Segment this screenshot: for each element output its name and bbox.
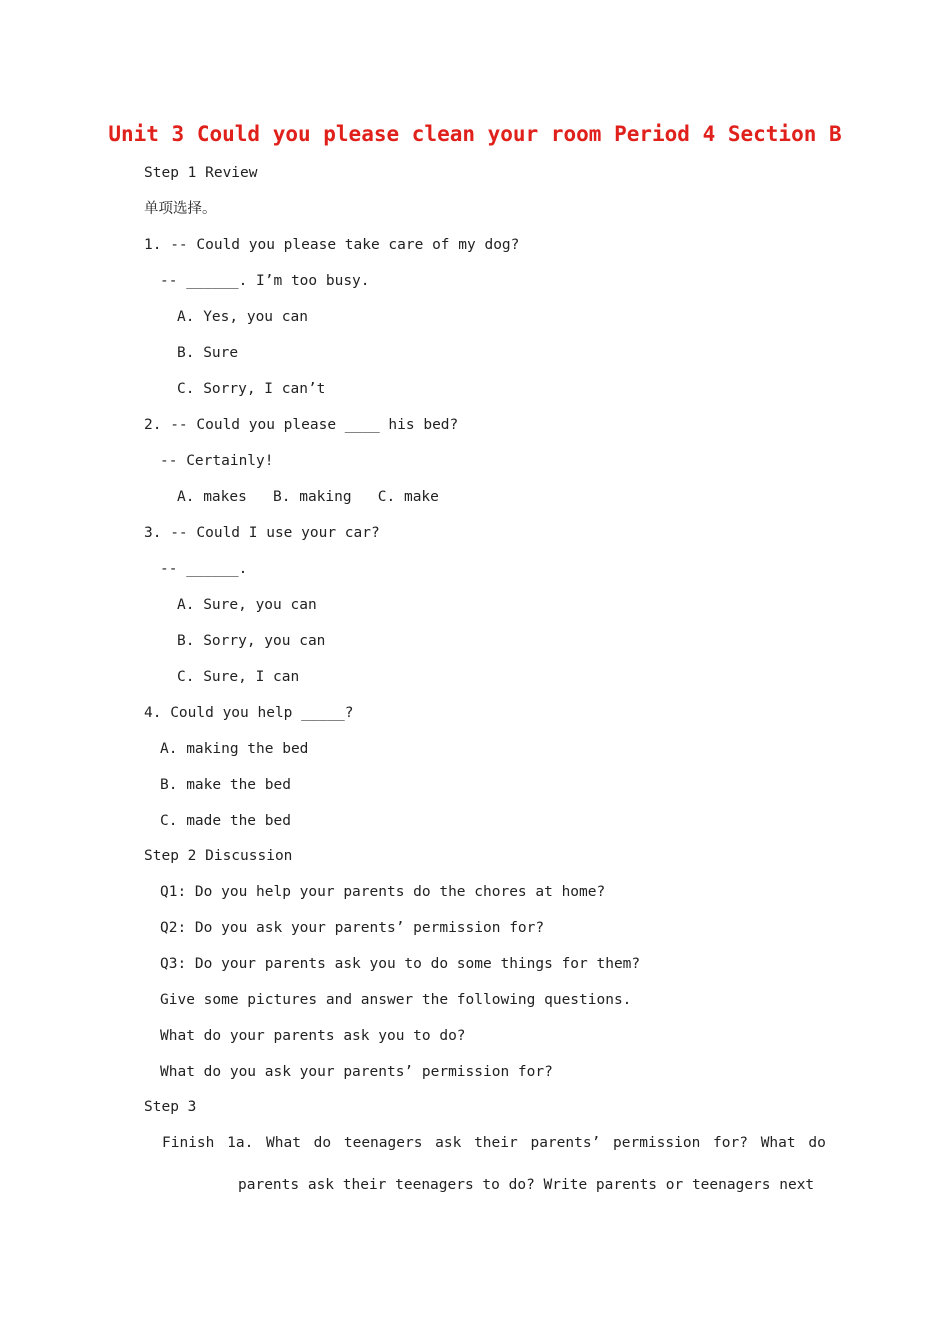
step2-q1: Q1: Do you help your parents do the chores at home? [160,884,606,900]
q4-option-a: A. making the bed [160,741,309,757]
step2-instruction: Give some pictures and answer the following questions. [160,992,632,1008]
q3-question: 3. -- Could I use your car? [144,525,380,541]
step3-line2: parents ask their teenagers to do? Write parents or teenagers next [238,1177,815,1193]
step2-q3: Q3: Do your parents ask you to do some things for them? [160,956,641,972]
step1-heading: Step 1 Review [144,165,258,181]
step2-heading: Step 2 Discussion [144,848,293,864]
q3-option-c: C. Sure, I can [177,669,300,685]
q1-option-a: A. Yes, you can [177,309,308,325]
q2-answer: -- Certainly! [160,453,274,469]
q1-option-c: C. Sorry, I can’t [177,381,326,397]
q1-option-b: B. Sure [177,345,239,361]
step2-question-b: What do you ask your parents’ permission for? [160,1064,553,1080]
step1-instruction: 单项选择。 [144,201,217,217]
q2-options: A. makes B. making C. make [177,489,439,505]
q1-question: 1. -- Could you please take care of my dog? [144,237,520,253]
document-title: Unit 3 Could you please clean your room Period 4 Section B [108,122,842,146]
q3-option-a: A. Sure, you can [177,597,317,613]
q4-option-b: B. make the bed [160,777,291,793]
q2-question: 2. -- Could you please ____ his bed? [144,417,459,433]
step3-heading: Step 3 [144,1099,197,1115]
q4-question: 4. Could you help _____? [144,705,354,721]
q1-answer: -- ______. I’m too busy. [160,273,370,289]
step2-q2: Q2: Do you ask your parents’ permission for? [160,920,545,936]
step2-question-a: What do your parents ask you to do? [160,1028,466,1044]
step3-line1: Finish 1a. What do teenagers ask their parents’ permission for? What do [162,1135,826,1151]
q3-option-b: B. Sorry, you can [177,633,326,649]
q3-answer: -- ______. [160,561,248,577]
q4-option-c: C. made the bed [160,813,291,829]
